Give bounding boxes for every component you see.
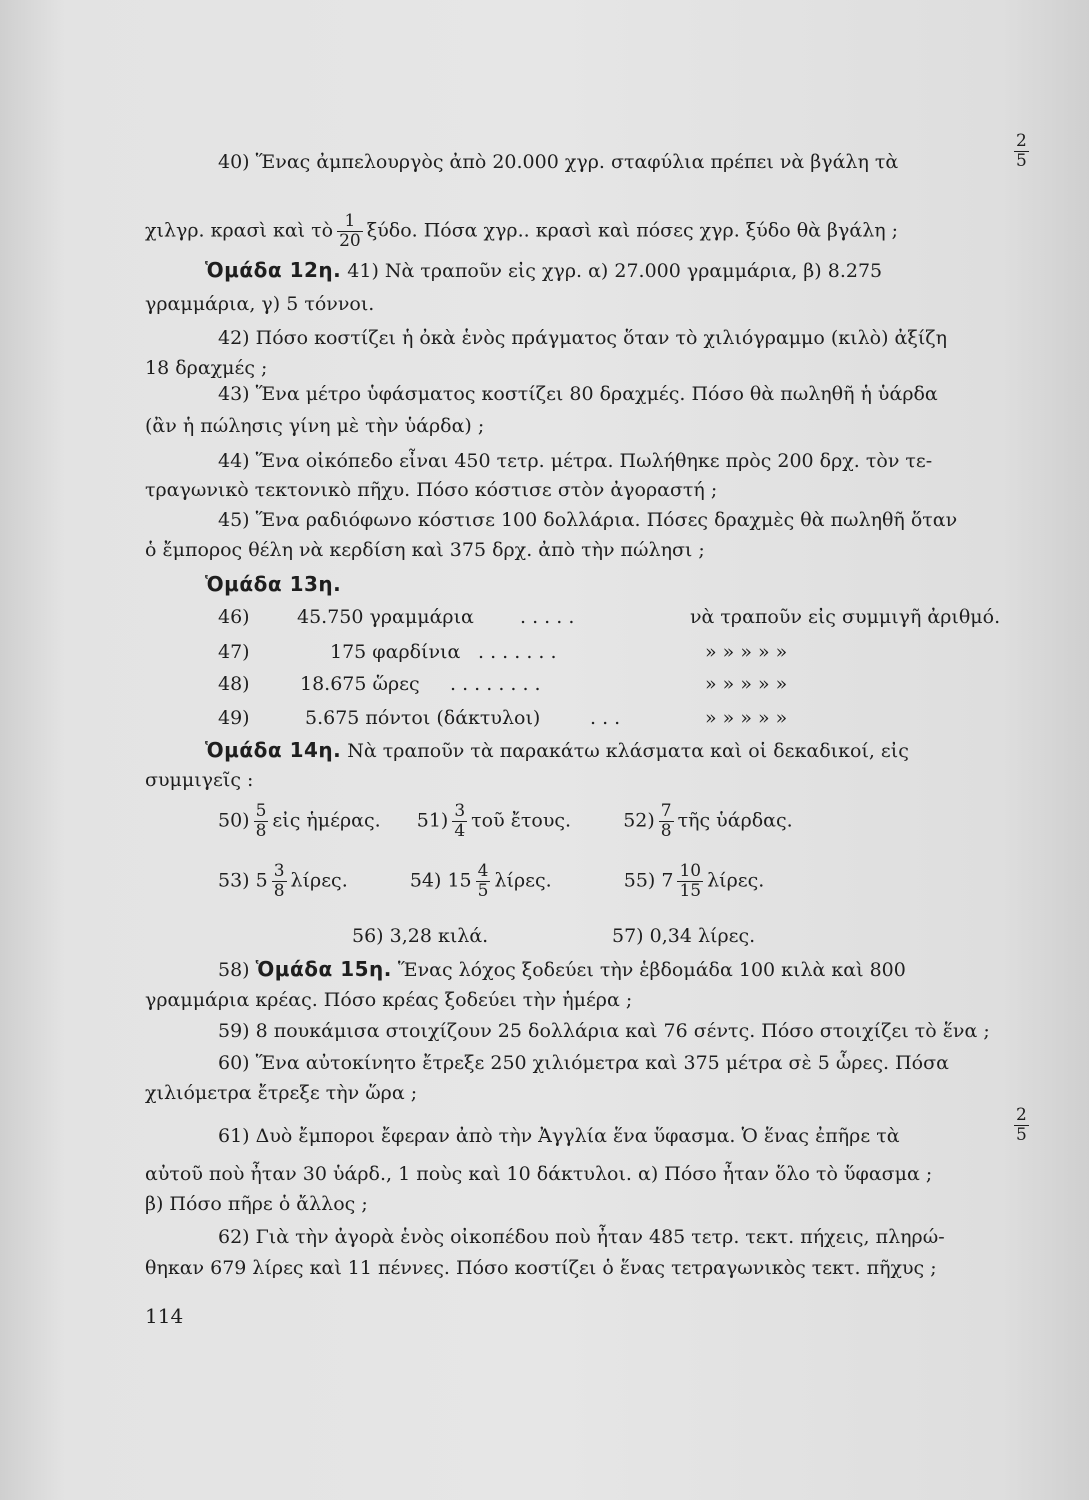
leader-dots: . . . [590,707,621,729]
problem-60-line1: 60) Ἕνα αὐτοκίνητο ἔτρεξε 250 χιλιόμετρα καὶ 375 μέτρα σὲ 5 ὧρες. Πόσα [218,1052,949,1074]
leader-dots: . . . . . . . . [450,673,541,695]
text: ξύδο. Πόσα χγρ.. κρασὶ καὶ πόσες χγρ. ξύδο θὰ βγάλη ; [366,219,899,242]
number: 53) 5 [218,869,268,892]
group-12-line1 [205,258,882,283]
leader-dots: . . . . . . . [478,641,557,663]
problem-44-line2: τραγωνικὸ τεκτονικὸ πῆχυ. Πόσο κόστισε στὸν ἀγοραστή ; [145,479,718,501]
problem-53-55 [218,862,764,901]
group-heading: Ὁμάδα 12η. [205,258,342,282]
fraction [452,802,467,841]
fraction-numerator: 1 [337,212,363,232]
fraction [272,862,287,901]
problem-42-line1: 42) Πόσο κοστίζει ἡ ὀκὰ ἑνὸς πράγματος ὅταν τὸ χιλιόγραμμο (κιλὸ) ἀξίζη [218,327,947,349]
fraction-numerator: 4 [477,861,489,881]
fraction-denominator: 5 [1016,151,1027,171]
number: 46) [218,606,250,628]
group-13-heading: Ὁμάδα 13η. [205,572,342,596]
problem-45-line2: ὁ ἔμπορος θέλη νὰ κερδίση καὶ 375 δρχ. ἀπὸ τὴν πώλησι ; [145,539,705,561]
fraction-2-5 [1014,1106,1029,1145]
problem-59: 59) 8 πουκάμισα στοιχίζουν 25 δολλάρια καὶ 76 σέντς. Πόσο στοιχίζει τὸ ἕνα ; [218,1020,990,1042]
text: λίρες. [707,869,765,892]
target: » » » » » [705,673,788,695]
text: 40) Ἕνας ἀμπελουργὸς ἀπὸ 20.000 χγρ. σταφύλια πρέπει νὰ βγάλη τὰ [218,151,899,173]
fraction-denominator: 8 [273,881,285,901]
problem-40-line1 [218,150,898,174]
item: 45.750 γραμμάρια [297,606,474,628]
target: νὰ τραποῦν εἰς συμμιγῆ ἀριθμό. [690,606,1001,628]
target: » » » » » [705,707,788,729]
fraction-denominator: 8 [660,821,672,841]
fraction-denominator: 20 [339,231,361,251]
target: » » » » » [705,641,788,663]
problem-61-line2: αὐτοῦ ποὺ ἦταν 30 ὑάρδ., 1 ποὺς καὶ 10 δάκτυλοι. α) Πόσο ἦταν ὅλο τὸ ὕφασμα ; [145,1163,933,1185]
problem-57: 57) 0,34 λίρες. [612,925,756,947]
number: 54) 15 [409,869,472,892]
problem-50-52 [218,802,793,841]
problem-48: 48) [218,673,250,695]
fraction-2-5 [1014,132,1029,171]
fraction-denominator: 5 [477,881,489,901]
text: 41) Νὰ τραποῦν εἰς χγρ. α) 27.000 γραμμάρια, β) 8.275 [347,260,883,282]
text: χιλγρ. κρασὶ καὶ τὸ [145,219,334,242]
fraction-numerator: 3 [454,801,466,821]
problem-58-line2: γραμμάρια κρέας. Πόσο κρέας ξοδεύει τὴν ἡμέρα ; [145,989,633,1011]
page-number: 114 [145,1304,184,1328]
leader-dots: . . . . . [520,606,575,628]
fraction-numerator: 2 [1016,1105,1027,1125]
fraction [677,862,703,901]
fraction-numerator: 3 [273,861,285,881]
text: λίρες. [290,869,348,892]
problem-42-line2: 18 δραχμές ; [145,357,268,379]
fraction [476,862,491,901]
problem-62-line2: θηκαν 679 λίρες καὶ 11 πέννες. Πόσο κοστίζει ὁ ἕνας τετραγωνικὸς τεκτ. πῆχυς ; [145,1257,937,1279]
fraction-numerator: 7 [660,801,672,821]
group-12-line2: γραμμάρια, γ) 5 τόννοι. [145,293,375,315]
fraction-numerator: 10 [679,861,702,881]
fraction-1-20 [337,212,363,251]
fraction-denominator: 8 [255,821,267,841]
problem-44-line1: 44) Ἕνα οἰκόπεδο εἶναι 450 τετρ. μέτρα. Πωλήθηκε πρὸς 200 δρχ. τὸν τε- [218,450,933,472]
text: εἰς ἡμέρας. [272,809,381,832]
problem-43-line2: (ἂν ἡ πώλησις γίνη μὲ τὴν ὑάρδα) ; [145,415,485,437]
text: Νὰ τραποῦν τὰ παρακάτω κλάσματα καὶ οἱ δεκαδικοί, εἰς [347,740,909,762]
item: 175 φαρδίνια [330,641,461,663]
fraction [254,802,269,841]
item: 5.675 πόντοι (δάκτυλοι) [305,707,541,729]
fraction-numerator: 2 [1016,131,1027,151]
problem-60-line2: χιλιόμετρα ἔτρεξε τὴν ὥρα ; [145,1082,418,1104]
problem-40-line2 [145,212,898,251]
problem-61-line3: β) Πόσο πῆρε ὁ ἄλλος ; [145,1193,368,1215]
group-heading: Ὁμάδα 15η. [255,957,392,981]
number: 51) [416,809,449,832]
problem-56: 56) 3,28 κιλά. [352,925,489,947]
fraction-numerator: 5 [255,801,267,821]
number: 55) 7 [623,869,674,892]
fraction-denominator: 15 [679,881,702,901]
text: τοῦ ἔτους. [471,809,572,832]
text: Ἕνας λόχος ξοδεύει τὴν ἑβδομάδα 100 κιλὰ καὶ 800 [397,959,906,981]
number: 50) [218,809,250,832]
number: 58) [218,959,250,981]
problem-61-line1: 61) Δυὸ ἔμποροι ἔφεραν ἀπὸ τὴν Ἀγγλία ἕνα ὕφασμα. Ὁ ἕνας ἐπῆρε τὰ [218,1125,900,1147]
problem-46 [218,605,250,629]
problem-49: 49) [218,707,250,729]
item: 18.675 ὥρες [300,673,420,695]
group-14-line1 [205,738,909,763]
text: τῆς ὑάρδας. [677,809,793,832]
problem-45-line1: 45) Ἕνα ραδιόφωνο κόστισε 100 δολλάρια. Πόσες δραχμὲς θὰ πωληθῆ ὅταν [218,509,958,531]
group-heading: Ὁμάδα 14η. [205,738,342,762]
problem-58-line1 [218,957,906,982]
problem-62-line1: 62) Γιὰ τὴν ἀγορὰ ἑνὸς οἰκοπέδου ποὺ ἦταν 485 τετρ. τεκτ. πήχεις, πληρώ- [218,1226,945,1248]
fraction-denominator: 4 [454,821,466,841]
fraction-denominator: 5 [1016,1125,1027,1145]
text: λίρες. [494,869,552,892]
problem-47: 47) [218,641,250,663]
problem-43-line1: 43) Ἕνα μέτρο ὑφάσματος κοστίζει 80 δραχμές. Πόσο θὰ πωληθῆ ἡ ὑάρδα [218,383,938,405]
number: 52) [623,809,655,832]
fraction [659,802,674,841]
group-14-line2: συμμιγεῖς : [145,769,254,791]
